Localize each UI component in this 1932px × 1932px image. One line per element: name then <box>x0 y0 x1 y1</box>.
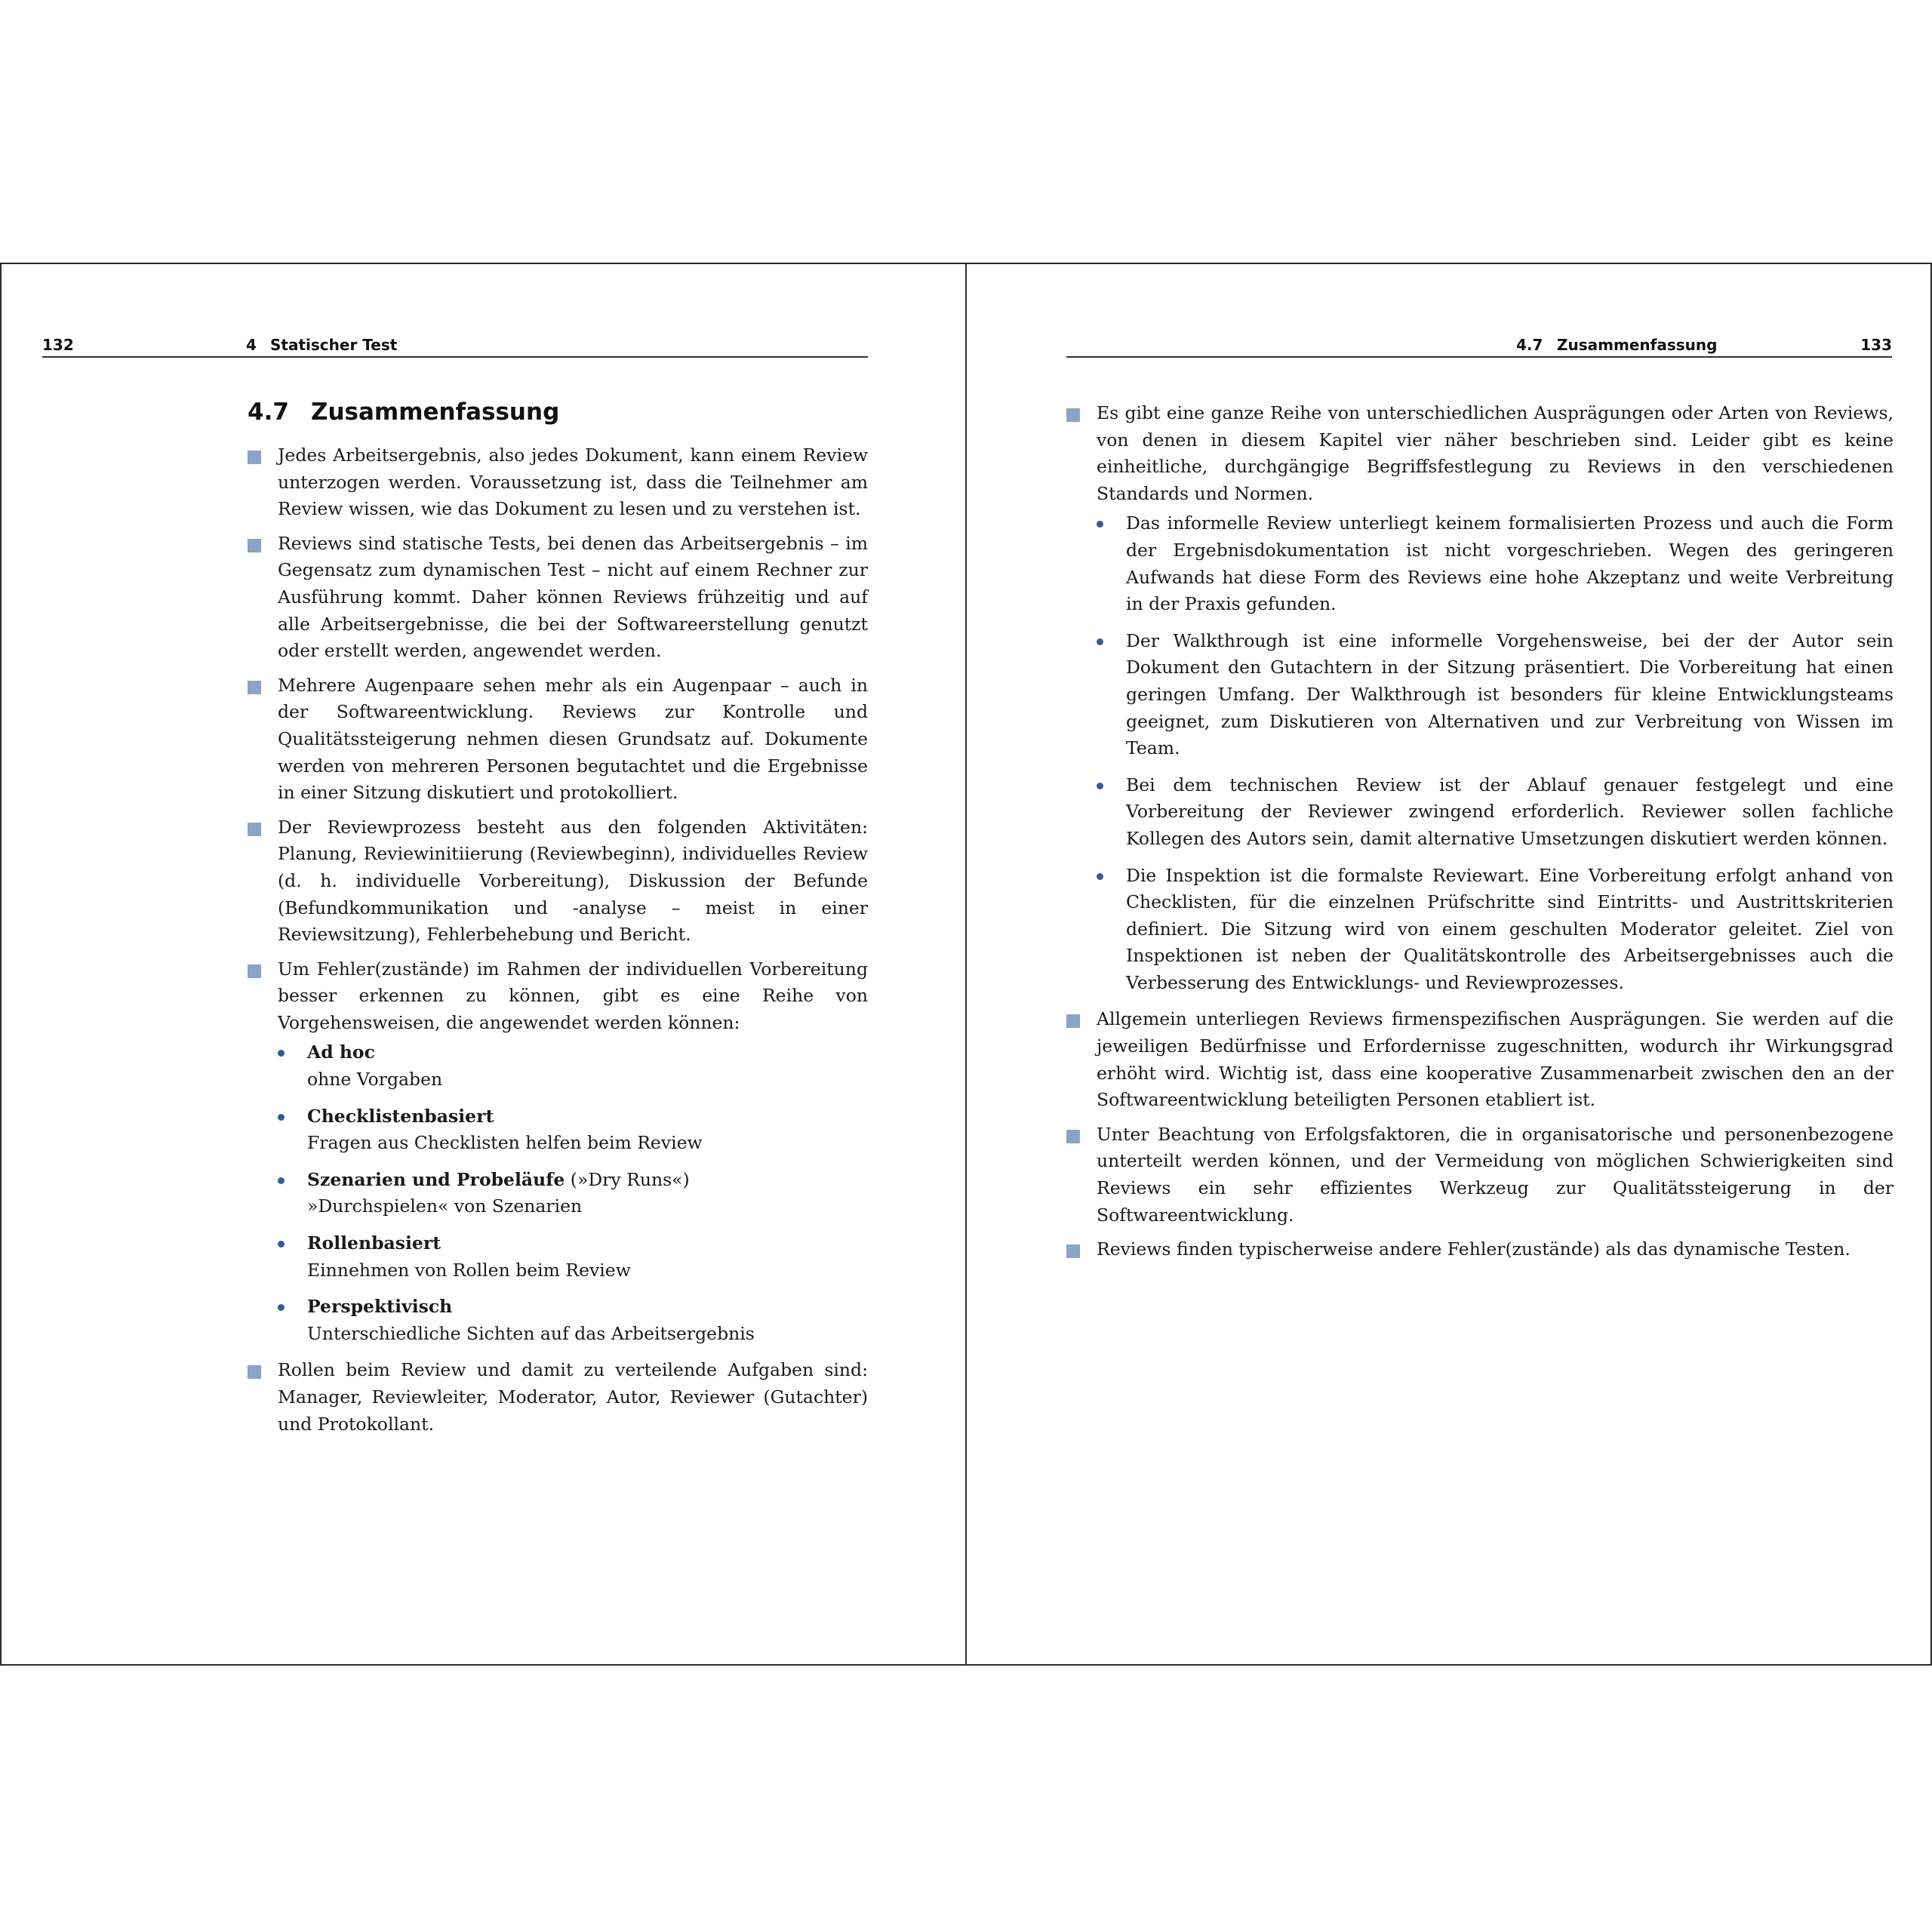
right-page <box>965 263 1932 1666</box>
approach-term: Ad hoc <box>307 1041 375 1063</box>
approach-description: Einnehmen von Rollen beim Review <box>307 1259 631 1281</box>
review-type-list <box>1097 510 1894 996</box>
round-bullet-icon <box>278 1114 285 1121</box>
approach-description: »Durchspielen« von Szenarien <box>307 1195 583 1217</box>
approach-item: Szenarien und Probeläufe (»Dry Runs«) »Durchspielen« von Szenarien <box>278 1167 868 1220</box>
list-item: Mehrere Augenpaare sehen mehr als ein Augenpaar – auch in der Softwareentwicklung. Reviews zur Kontrolle und Qualitätssteigerung nehmen diesen Grundsatz auf. Dokumente werden von mehreren Personen begutachtet und die Ergebnisse in einer Sitzung diskutiert und protokolliert. <box>248 672 868 807</box>
round-bullet-icon <box>278 1304 285 1311</box>
section-number: 4.7 <box>1516 336 1543 354</box>
approach-description: ohne Vorgaben <box>307 1069 443 1091</box>
square-bullet-icon <box>1066 1130 1080 1143</box>
list-item: Jedes Arbeitsergebnis, also jedes Dokument, kann einem Review unterzogen werden. Voraussetzung ist, dass die Teilnehmer am Review wissen, wie das Dokument zu lesen und zu verstehen ist. <box>248 442 868 523</box>
approach-term: Szenarien und Probeläufe <box>307 1168 565 1190</box>
book-spread <box>0 263 1930 1667</box>
right-column <box>1066 400 1894 1271</box>
page-number: 133 <box>1860 336 1892 354</box>
page-number: 132 <box>42 336 74 354</box>
square-bullet-icon <box>1066 1244 1080 1258</box>
chapter-title: Statischer Test <box>270 336 398 354</box>
list-item: Reviews finden typischerweise andere Fehler(zustände) als das dynamische Testen. <box>1066 1236 1894 1263</box>
square-bullet-icon <box>1066 1014 1080 1028</box>
chapter-number: 4 <box>246 336 257 354</box>
round-bullet-icon <box>278 1177 285 1184</box>
list-item: Allgemein unterliegen Reviews firmenspezifischen Ausprägungen. Sie werden auf die jeweiligen Bedürfnisse und Erfordernisse zugeschnitten, wodurch ihr Wirkungsgrad erhöht wird. Wichtig ist, dass eine kooperative Zusammenarbeit zwischen den an der Softwareentwicklung beteiligten Personen etabliert ist. <box>1066 1006 1894 1113</box>
section-number: 4.7 <box>248 398 289 426</box>
left-column <box>248 442 868 1445</box>
section-heading <box>248 398 559 426</box>
square-bullet-icon <box>248 1365 261 1379</box>
square-bullet-icon <box>248 964 261 978</box>
section-title: Zusammenfassung <box>1557 336 1718 354</box>
left-page <box>0 263 967 1666</box>
round-bullet-icon <box>1097 521 1103 528</box>
list-item: Rollen beim Review und damit zu verteilende Aufgaben sind: Manager, Reviewleiter, Moderator, Autor, Reviewer (Gutachter) und Protokollant. <box>248 1357 868 1438</box>
list-item: Der Reviewprozess besteht aus den folgenden Aktivitäten: Planung, Reviewinitiierung (Reviewbeginn), individuelles Review (d. h. individuelle Vorbereitung), Diskussion der Befunde (Befundkommunikation und -analyse – meist in einer Reviewsitzung), Fehlerbehebung und Bericht. <box>248 814 868 949</box>
review-type-item: Die Inspektion ist die formalste Reviewart. Eine Vorbereitung erfolgt anhand von Checklisten, für die einzelnen Prüfschritte sind Eintritts- und Austrittskriterien definiert. Die Sitzung wird von einem geschulten Moderator geleitet. Ziel von Inspektionen ist neben der Qualitätskontrolle des Arbeitsergebnisses auch die Verbesserung des Entwicklungs- und Reviewprozesses. <box>1097 863 1894 997</box>
round-bullet-icon <box>1097 638 1103 645</box>
list-item: Um Fehler(zustände) im Rahmen der individuellen Vorbereitung besser erkennen zu können, gibt es eine Reihe von Vorgehensweisen, die angewendet werden können: Ad hoc ohne Vorgaben Checklistenbasiert Fragen aus Checklisten helfen beim Review Szenarien und Probeläufe (»Dry Runs«) »Durchspielen« von Szenarien Rollenbasiert Einnehmen von Rollen beim Review Perspektivisch Unterschiedliche Sichten auf das Arbeitsergebnis <box>248 956 868 1348</box>
approach-term: Perspektivisch <box>307 1296 453 1318</box>
approach-item <box>278 1294 868 1347</box>
approach-item <box>278 1230 868 1284</box>
running-header-right <box>1066 334 1892 358</box>
square-bullet-icon <box>248 823 261 836</box>
round-bullet-icon <box>278 1241 285 1247</box>
approach-item <box>278 1039 868 1093</box>
section-title: Zusammenfassung <box>311 398 560 426</box>
approach-list <box>278 1039 868 1347</box>
list-item: Es gibt eine ganze Reihe von unterschiedlichen Ausprägungen oder Arten von Reviews, von denen in diesem Kapitel vier näher beschrieben sind. Leider gibt es keine einheitliche, durchgängige Begriffsfestlegung zu Reviews in den verschiedenen Standards und Normen. Das informelle Review unterliegt keinem formalisierten Prozess und auch die Form der Ergebnisdokumentation ist nicht vorgeschrieben. Wegen des geringeren Aufwands hat diese Form des Reviews eine hohe Akzeptanz und weite Verbreitung in der Praxis gefunden. Der Walkthrough ist eine informelle Vorgehensweise, bei der der Autor sein Dokument den Gutachtern in der Sitzung präsentiert. Die Vorbereitung hat einen geringen Umfang. Der Walkthrough ist besonders für kleine Entwicklungsteams geeignet, zum Diskutieren von Alternativen und zur Verbreitung von Wissen im Team. Bei dem technischen Review ist der Ablauf genauer festgelegt und eine Vorbereitung der Reviewer zwingend erforderlich. Reviewer sollen fachliche Kollegen des Autors sein, damit alternative Umsetzungen diskutiert werden können. Die Inspektion ist die formalste Reviewart. Eine Vorbereitung erfolgt anhand von Checklisten, für die einzelnen Prüfschritte sind Eintritts- und Austrittskriterien definiert. Die Sitzung wird von einem geschulten Moderator geleitet. Ziel von Inspektionen ist neben der Qualitätskontrolle des Arbeitsergebnisses auch die Verbesserung des Entwicklungs- und Reviewprozesses. <box>1066 400 1894 996</box>
approach-item <box>278 1103 868 1157</box>
round-bullet-icon <box>1097 873 1103 880</box>
list-item: Unter Beachtung von Erfolgsfaktoren, die in organisatorische und personenbezogene unterteilt werden können, und der Vermeidung von möglichen Schwierigkeiten sind Reviews ein sehr effizientes Werkzeug zur Qualitätssteigerung in der Softwareentwicklung. <box>1066 1121 1894 1229</box>
square-bullet-icon <box>248 451 261 464</box>
round-bullet-icon <box>278 1050 285 1057</box>
round-bullet-icon <box>1097 783 1103 789</box>
square-bullet-icon <box>248 539 261 552</box>
square-bullet-icon <box>1066 408 1080 422</box>
list-item: Reviews sind statische Tests, bei denen das Arbeitsergebnis – im Gegensatz zum dynamischen Test – nicht auf einem Rechner zur Ausführung kommt. Daher können Reviews frühzeitig und auf alle Arbeitsergebnisse, die bei der Softwareerstellung genutzt oder erstellt werden, angewendet werden. <box>248 531 868 665</box>
approach-description: Fragen aus Checklisten helfen beim Review <box>307 1132 703 1154</box>
review-type-item: Der Walkthrough ist eine informelle Vorgehensweise, bei der der Autor sein Dokument den Gutachtern in der Sitzung präsentiert. Die Vorbereitung hat einen geringen Umfang. Der Walkthrough ist besonders für kleine Entwicklungsteams geeignet, zum Diskutieren von Alternativen und zur Verbreitung von Wissen im Team. <box>1097 628 1894 762</box>
review-type-item: Bei dem technischen Review ist der Ablauf genauer festgelegt und eine Vorbereitung der Reviewer zwingend erforderlich. Reviewer sollen fachliche Kollegen des Autors sein, damit alternative Umsetzungen diskutiert werden können. <box>1097 772 1894 853</box>
running-header-left <box>42 334 868 358</box>
square-bullet-icon <box>248 681 261 694</box>
approach-term: Checklistenbasiert <box>307 1105 494 1127</box>
review-type-item: Das informelle Review unterliegt keinem formalisierten Prozess und auch die Form der Ergebnisdokumentation ist nicht vorgeschrieben. Wegen des geringeren Aufwands hat diese Form des Reviews eine hohe Akzeptanz und weite Verbreitung in der Praxis gefunden. <box>1097 510 1894 617</box>
approach-term: Rollenbasiert <box>307 1232 441 1254</box>
approach-description: Unterschiedliche Sichten auf das Arbeitsergebnis <box>307 1322 755 1344</box>
